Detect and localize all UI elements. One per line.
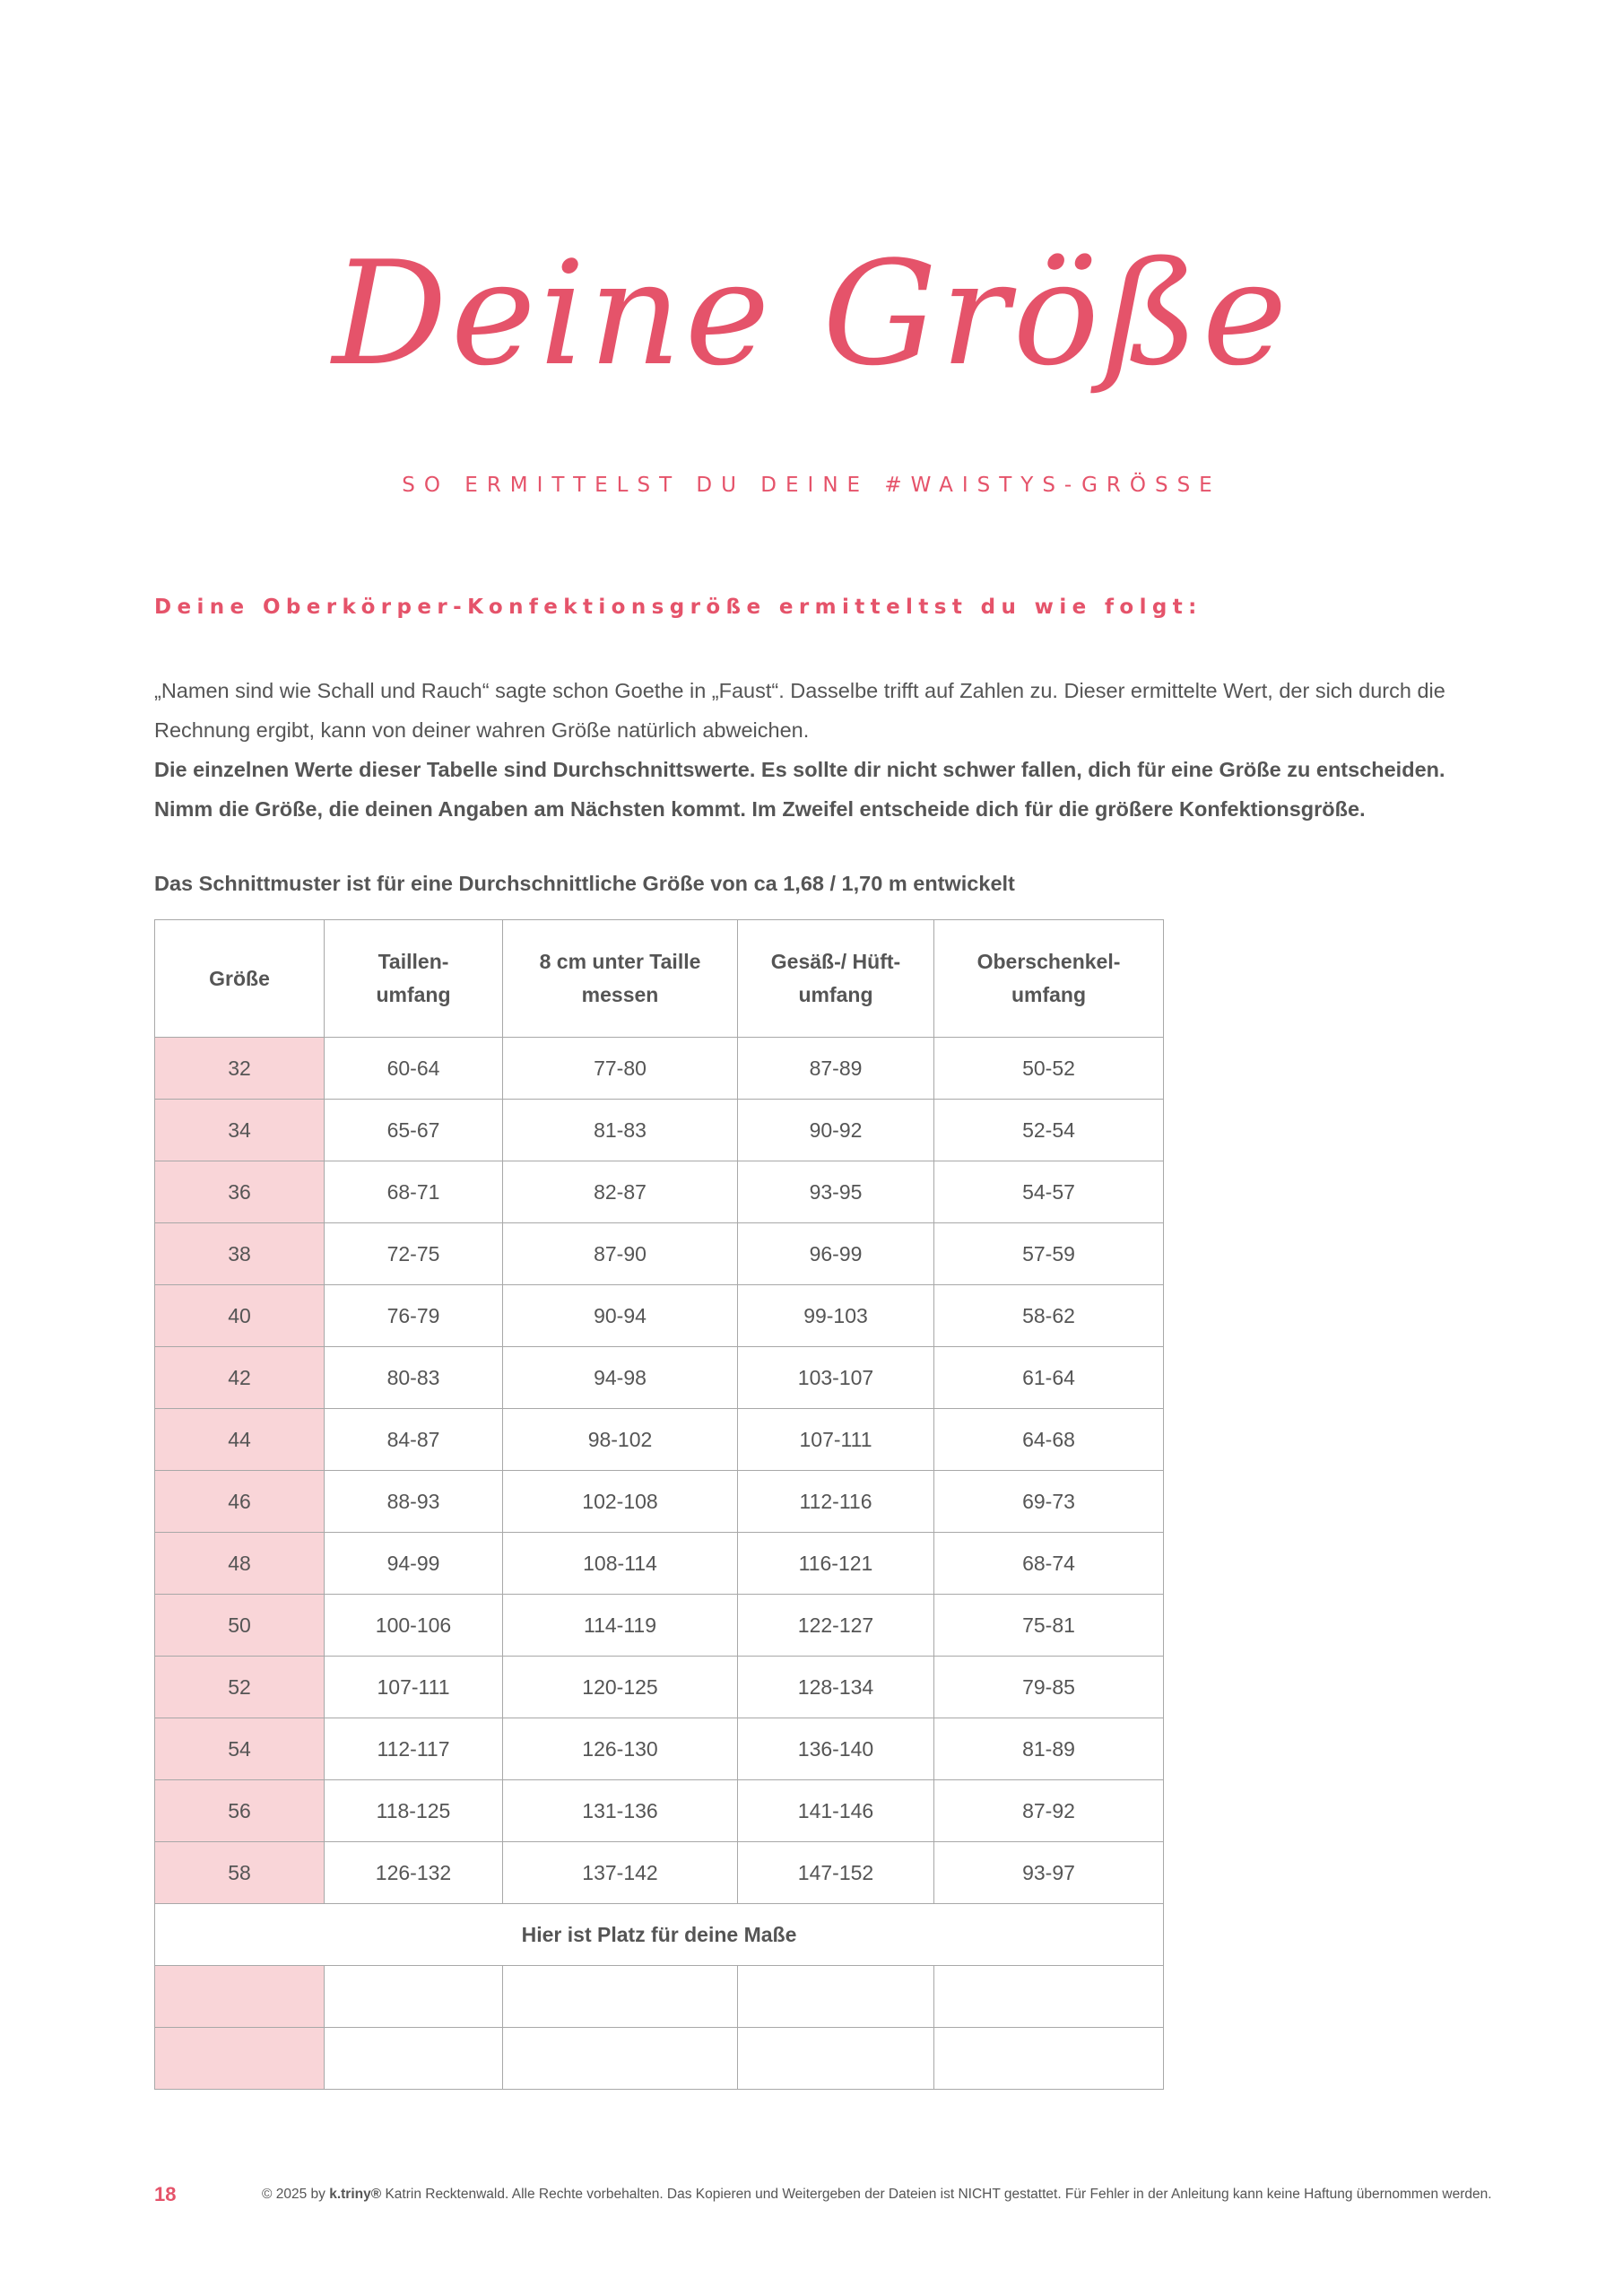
intro-text [154,671,1481,829]
header-thigh [934,920,1164,1038]
thigh-cell: 50-52 [934,1038,1164,1100]
thigh-cell: 81-89 [934,1718,1164,1780]
table-row [155,1223,1164,1285]
empty-cell [325,1966,503,2028]
empty-size-cell [155,2028,325,2090]
below-waist-cell: 120-125 [503,1657,738,1718]
table-row [155,1285,1164,1347]
waist-cell: 107-111 [325,1657,503,1718]
empty-size-cell [155,1966,325,2028]
thigh-cell: 87-92 [934,1780,1164,1842]
thigh-cell: 69-73 [934,1471,1164,1533]
below-waist-cell: 102-108 [503,1471,738,1533]
below-waist-cell: 81-83 [503,1100,738,1161]
empty-cell [934,1966,1164,2028]
hip-cell: 116-121 [738,1533,934,1595]
page-title: Deine Größe [332,230,1291,397]
header-hip-line1: Gesäß-/ Hüft- [770,950,901,973]
waist-cell: 100-106 [325,1595,503,1657]
table-row [155,1780,1164,1842]
note-cell: Hier ist Platz für deine Maße [155,1904,1164,1966]
hip-cell: 99-103 [738,1285,934,1347]
below-waist-cell: 87-90 [503,1223,738,1285]
table-row [155,1842,1164,1904]
hip-cell: 136-140 [738,1718,934,1780]
header-waist-line2: umfang [376,983,451,1006]
header-waist [325,920,503,1038]
copyright-prefix: © 2025 by [262,2187,330,2202]
size-cell: 58 [155,1842,325,1904]
size-table [154,919,1164,2090]
waist-cell: 68-71 [325,1161,503,1223]
empty-cell [738,1966,934,2028]
table-row [155,1533,1164,1595]
empty-cell [503,2028,738,2090]
size-cell: 44 [155,1409,325,1471]
waist-cell: 80-83 [325,1347,503,1409]
header-thigh-line1: Oberschenkel- [976,950,1121,973]
brand-name: k.triny® [329,2187,382,2202]
below-waist-cell: 126-130 [503,1718,738,1780]
hip-cell: 128-134 [738,1657,934,1718]
table-caption: Das Schnittmuster ist für eine Durchschnittliche Größe von ca 1,68 / 1,70 m entwickelt [154,872,1015,895]
below-waist-cell: 90-94 [503,1285,738,1347]
waist-cell: 88-93 [325,1471,503,1533]
hip-cell: 107-111 [738,1409,934,1471]
header-below-line2: messen [581,983,659,1006]
size-cell: 36 [155,1161,325,1223]
intro-bold-paragraph: Die einzelnen Werte dieser Tabelle sind Durchschnittswerte. Es sollte dir nicht schwer fallen, dich für eine Größe zu entscheiden. Nimm die Größe, die deinen Angaben am Nächsten kommt. Im Zweifel entscheide dich für die größere Konfektionsgröße. [154,758,1445,821]
hip-cell: 141-146 [738,1780,934,1842]
thigh-cell: 61-64 [934,1347,1164,1409]
header-thigh-line2: umfang [1011,983,1087,1006]
below-waist-cell: 131-136 [503,1780,738,1842]
header-size-label: Größe [209,966,270,990]
below-waist-cell: 137-142 [503,1842,738,1904]
size-cell: 56 [155,1780,325,1842]
header-waist-line1: Taillen- [378,950,449,973]
waist-cell: 94-99 [325,1533,503,1595]
table-header-row [155,920,1164,1038]
empty-cell [738,2028,934,2090]
hip-cell: 122-127 [738,1595,934,1657]
hip-cell: 93-95 [738,1161,934,1223]
page-subtitle: SO ERMITTELST DU DEINE #WAISTYS-GRÖSSE [402,474,1221,497]
thigh-cell: 58-62 [934,1285,1164,1347]
waist-cell: 65-67 [325,1100,503,1161]
size-cell: 48 [155,1533,325,1595]
empty-cell [934,2028,1164,2090]
hip-cell: 90-92 [738,1100,934,1161]
thigh-cell: 64-68 [934,1409,1164,1471]
size-cell: 38 [155,1223,325,1285]
thigh-cell: 93-97 [934,1842,1164,1904]
size-cell: 50 [155,1595,325,1657]
table-row [155,1161,1164,1223]
size-cell: 34 [155,1100,325,1161]
table-row [155,1409,1164,1471]
size-cell: 52 [155,1657,325,1718]
table-row [155,1347,1164,1409]
below-waist-cell: 94-98 [503,1347,738,1409]
table-row [155,1718,1164,1780]
empty-measure-row [155,1966,1164,2028]
size-cell: 40 [155,1285,325,1347]
size-cell: 32 [155,1038,325,1100]
waist-cell: 76-79 [325,1285,503,1347]
below-waist-cell: 108-114 [503,1533,738,1595]
below-waist-cell: 114-119 [503,1595,738,1657]
page-number: 18 [154,2183,177,2205]
below-waist-cell: 77-80 [503,1038,738,1100]
header-size [155,920,325,1038]
waist-cell: 84-87 [325,1409,503,1471]
hip-cell: 103-107 [738,1347,934,1409]
section-heading: Deine Oberkörper-Konfektionsgröße ermitteltst du wie folgt: [154,596,1202,619]
hip-cell: 112-116 [738,1471,934,1533]
thigh-cell: 68-74 [934,1533,1164,1595]
hip-cell: 87-89 [738,1038,934,1100]
empty-measure-row [155,2028,1164,2090]
header-hip-line2: umfang [798,983,873,1006]
header-below-waist [503,920,738,1038]
size-cell: 54 [155,1718,325,1780]
waist-cell: 60-64 [325,1038,503,1100]
below-waist-cell: 98-102 [503,1409,738,1471]
size-cell: 42 [155,1347,325,1409]
hip-cell: 96-99 [738,1223,934,1285]
thigh-cell: 52-54 [934,1100,1164,1161]
table-row [155,1471,1164,1533]
waist-cell: 126-132 [325,1842,503,1904]
thigh-cell: 57-59 [934,1223,1164,1285]
copyright-text: Katrin Recktenwald. Alle Rechte vorbehalten. Das Kopieren und Weitergeben der Dateien ist NICHT gestattet. Für Fehler in der Anleitung kann keine Haftung übernommen werden. [381,2187,1492,2202]
note-row [155,1904,1164,1966]
intro-paragraph: „Namen sind wie Schall und Rauch“ sagte schon Goethe in „Faust“. Dasselbe trifft auf Zahlen zu. Dieser ermittelte Wert, der sich durch die Rechnung ergibt, kann von deiner wahren Größe natürlich abweichen. [154,679,1445,742]
table-row [155,1100,1164,1161]
empty-cell [325,2028,503,2090]
waist-cell: 72-75 [325,1223,503,1285]
hip-cell: 147-152 [738,1842,934,1904]
thigh-cell: 75-81 [934,1595,1164,1657]
empty-cell [503,1966,738,2028]
table-row [155,1038,1164,1100]
header-hip [738,920,934,1038]
table-row [155,1595,1164,1657]
table-row [155,1657,1164,1718]
copyright-notice [262,2187,1492,2203]
thigh-cell: 79-85 [934,1657,1164,1718]
header-below-line1: 8 cm unter Taille [539,950,701,973]
below-waist-cell: 82-87 [503,1161,738,1223]
thigh-cell: 54-57 [934,1161,1164,1223]
size-cell: 46 [155,1471,325,1533]
waist-cell: 118-125 [325,1780,503,1842]
waist-cell: 112-117 [325,1718,503,1780]
